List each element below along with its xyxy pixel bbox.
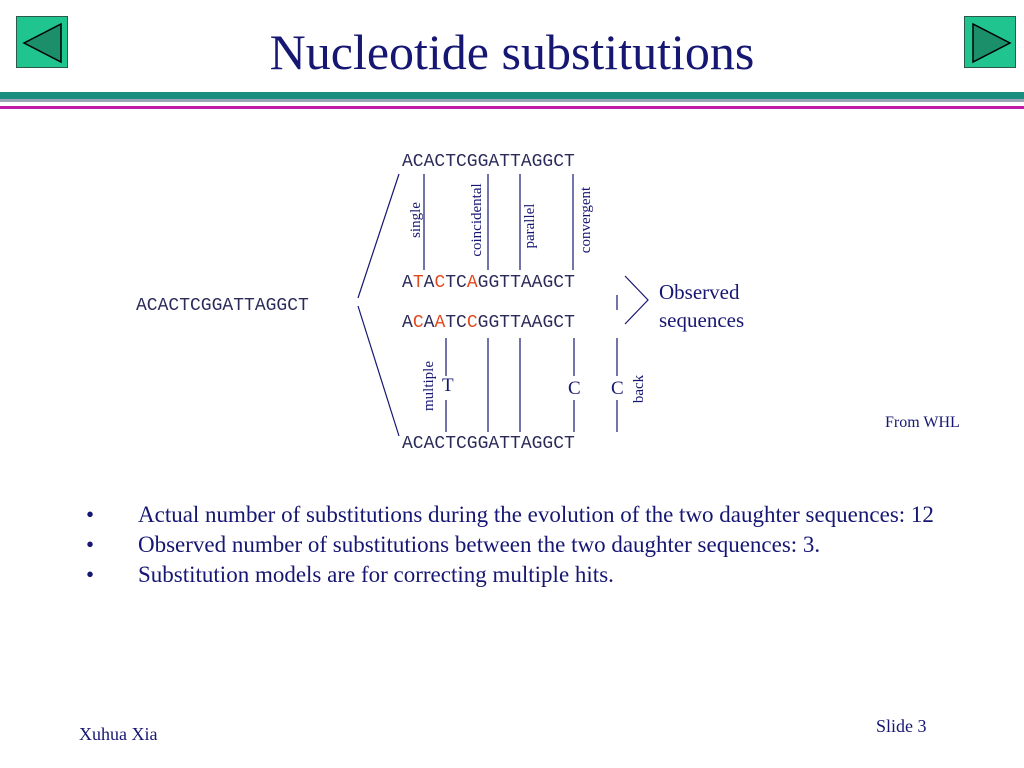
ancestor-sequence: ACACTCGGATTAGGCT	[136, 296, 309, 316]
observed-sequence-1: ATACTCAGGTTAAGCT	[402, 273, 575, 293]
list-item	[86, 500, 946, 530]
title-rule-magenta	[0, 106, 1024, 109]
substituted-base: C	[412, 313, 424, 333]
bullet-text: Observed number of substitutions between the two daughter sequences: 3.	[138, 532, 821, 557]
bullet-marker: •	[86, 502, 95, 527]
intermediate-base-c1: C	[568, 378, 581, 399]
bullet-text: Substitution models are for correcting multiple hits.	[138, 562, 614, 587]
footer-author: Xuhua Xia	[79, 724, 158, 744]
observed-sequence-2: ACAATCCGGTTAAGCT	[402, 313, 575, 333]
intermediate-base-c2: C	[611, 378, 624, 399]
list-item	[86, 560, 946, 590]
substituted-base: C	[466, 313, 478, 333]
substituted-base: A	[466, 273, 478, 293]
substituted-base: T	[412, 273, 424, 293]
observed-sequences-label: Observed sequences	[659, 280, 745, 332]
label-coincidental: coincidental	[469, 183, 485, 257]
substituted-base: A	[434, 313, 446, 333]
label-back: back	[631, 374, 647, 404]
bottom-sequence: ACACTCGGATTAGGCT	[402, 434, 575, 454]
bullet-list	[86, 500, 946, 590]
slide-title: Nucleotide substitutions	[269, 24, 755, 80]
label-parallel: parallel	[522, 203, 538, 249]
label-single: single	[408, 202, 424, 238]
bullet-marker: •	[86, 532, 95, 557]
top-sequence: ACACTCGGATTAGGCT	[402, 152, 575, 172]
label-multiple: multiple	[421, 361, 437, 411]
substituted-base: C	[434, 273, 446, 293]
intermediate-base-t: T	[442, 375, 454, 396]
label-convergent: convergent	[578, 186, 594, 254]
list-item	[86, 530, 946, 560]
bullet-text: Actual number of substitutions during the evolution of the two daughter sequences: 12	[138, 502, 934, 527]
title-rule-teal	[0, 92, 1024, 99]
slide-number: Slide 3	[876, 716, 927, 736]
title-rule-gray	[0, 99, 1024, 102]
source-credit: From WHL	[885, 414, 960, 431]
bullet-marker: •	[86, 562, 95, 587]
